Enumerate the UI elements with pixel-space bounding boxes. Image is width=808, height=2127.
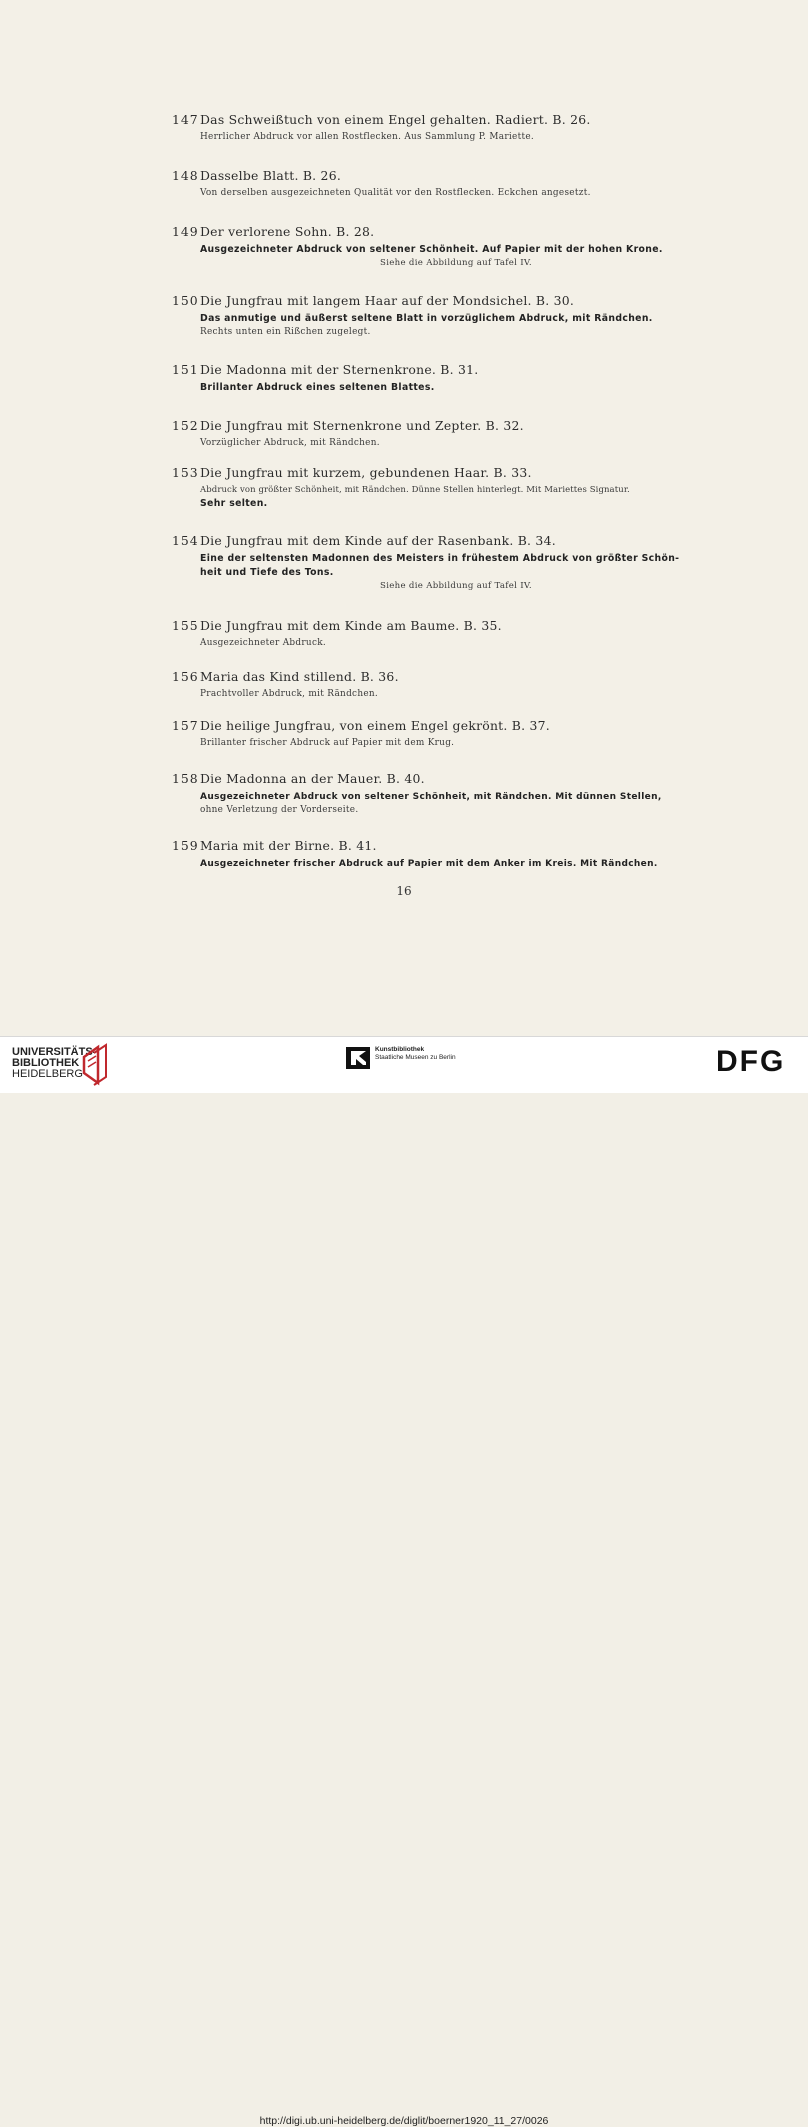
entry-title-text: Die Madonna an der Mauer. B. 40. (200, 771, 425, 786)
entry-description: Brillanter frischer Abdruck auf Papier mit dem Krug. (200, 738, 455, 748)
entry-title (172, 168, 712, 184)
entry-title-text: Das Schweißtuch von einem Engel gehalten. Radiert. B. 26. (200, 112, 591, 127)
entry-description: Herrlicher Abdruck vor allen Rostflecken. Aus Sammlung P. Mariette. (200, 132, 535, 142)
entry-title (172, 293, 712, 309)
kunstbibliothek-label (375, 1046, 456, 1062)
entry-note: Rechts unten ein Rißchen zugelegt. (200, 327, 371, 337)
entry-title-text: Dasselbe Blatt. B. 26. (200, 168, 342, 183)
catalog-entry-159 (172, 838, 712, 871)
catalog-entry-147 (172, 112, 712, 144)
entry-description-cont: heit und Tiefe des Tons. (200, 567, 334, 578)
entry-title-text: Die Jungfrau mit kurzem, gebundenen Haar. B. 33. (200, 465, 532, 480)
university-line-1: UNIVERSITÄTS- (12, 1046, 97, 1058)
entry-description: Ausgezeichneter Abdruck von seltener Schönheit, mit Rändchen. Mit dünnen Stellen, (200, 792, 662, 802)
entry-title (172, 771, 712, 787)
entry-title (172, 533, 712, 549)
entry-title-text: Die heilige Jungfrau, von einem Engel gekrönt. B. 37. (200, 718, 550, 733)
university-line-3: HEIDELBERG (12, 1068, 83, 1080)
page-number: 16 (396, 884, 412, 898)
entry-note: ohne Verletzung der Vorderseite. (200, 805, 359, 815)
catalog-entry-156 (172, 669, 712, 701)
entry-title-text: Die Jungfrau mit Sternenkrone und Zepter. B. 32. (200, 418, 524, 433)
kb-line-1: Kunstbibliothek (375, 1046, 425, 1053)
entry-description: Vorzüglicher Abdruck, mit Rändchen. (200, 438, 380, 448)
entry-title-text: Maria das Kind stillend. B. 36. (200, 669, 399, 684)
plate-reference: Siehe die Abbildung auf Tafel IV. (380, 258, 532, 268)
entry-number: 150 (172, 293, 199, 308)
entry-number: 156 (172, 669, 199, 684)
entry-number: 159 (172, 838, 199, 853)
entry-description: Brillanter Abdruck eines seltenen Blattes. (200, 382, 435, 393)
entry-description: Ausgezeichneter Abdruck. (200, 638, 327, 648)
catalog-entry-148 (172, 168, 712, 200)
entry-title (172, 112, 712, 128)
entry-description: Ausgezeichneter frischer Abdruck auf Papier mit dem Anker im Kreis. Mit Rändchen. (200, 859, 658, 869)
entry-title-text: Die Jungfrau mit dem Kinde auf der Rasenbank. B. 34. (200, 533, 556, 548)
dfg-logo[interactable]: DFG (716, 1045, 786, 1078)
entry-number: 147 (172, 112, 199, 127)
catalog-entry-149 (172, 224, 712, 270)
document-page (0, 0, 808, 1036)
catalog-entry-154 (172, 533, 712, 593)
entry-title (172, 362, 712, 378)
entry-title (172, 224, 712, 240)
entry-title-text: Maria mit der Birne. B. 41. (200, 838, 377, 853)
entry-number: 151 (172, 362, 199, 377)
catalog-entry-157 (172, 718, 712, 750)
entry-description: Von derselben ausgezeichneten Qualität vor den Rostflecken. Eckchen angesetzt. (200, 188, 591, 198)
viewer-footer (0, 1036, 808, 2127)
entry-title-text: Die Jungfrau mit dem Kinde am Baume. B. 35. (200, 618, 502, 633)
entry-description: Das anmutige und äußerst seltene Blatt in vorzüglichem Abdruck, mit Rändchen. (200, 313, 653, 324)
kb-line-2: Staatliche Museen zu Berlin (375, 1054, 456, 1061)
entry-title (172, 465, 712, 481)
entry-number: 153 (172, 465, 199, 480)
catalog-entry-153 (172, 465, 712, 511)
entry-description: Eine der seltensten Madonnen des Meisters in frühestem Abdruck von größter Schön- (200, 553, 680, 564)
entry-title-text: Die Jungfrau mit langem Haar auf der Mondsichel. B. 30. (200, 293, 575, 308)
kunstbibliothek-logo-icon[interactable] (346, 1047, 370, 1073)
entry-description: Prachtvoller Abdruck, mit Rändchen. (200, 689, 379, 699)
university-line-2: BIBLIOTHEK (12, 1057, 80, 1069)
entry-title-text: Der verlorene Sohn. B. 28. (200, 224, 375, 239)
university-logo-icon[interactable] (80, 1043, 110, 1091)
entry-title (172, 838, 712, 854)
entry-number: 148 (172, 168, 199, 183)
catalog-entry-155 (172, 618, 712, 650)
entry-number: 154 (172, 533, 199, 548)
entry-title (172, 718, 712, 734)
entry-number: 158 (172, 771, 199, 786)
entry-title-text: Die Madonna mit der Sternenkrone. B. 31. (200, 362, 479, 377)
catalog-entry-152 (172, 418, 712, 450)
entry-number: 155 (172, 618, 199, 633)
entry-number: 157 (172, 718, 199, 733)
entry-note: Sehr selten. (200, 498, 268, 509)
plate-reference: Siehe die Abbildung auf Tafel IV. (380, 581, 532, 591)
entry-title (172, 618, 712, 634)
entry-title (172, 669, 712, 685)
entry-description: Abdruck von größter Schönheit, mit Rändchen. Dünne Stellen hinterlegt. Mit Mariettes Signatur. (200, 485, 630, 495)
entry-number: 152 (172, 418, 199, 433)
entry-number: 149 (172, 224, 199, 239)
entry-description: Ausgezeichneter Abdruck von seltener Schönheit. Auf Papier mit der hohen Krone. (200, 244, 663, 255)
catalog-entry-150 (172, 293, 712, 339)
document-url[interactable]: http://digi.ub.uni-heidelberg.de/diglit/boerner1920_11_27/0026 (259, 2115, 549, 2127)
catalog-entry-151 (172, 362, 712, 395)
entry-title (172, 418, 712, 434)
catalog-entry-158 (172, 771, 712, 817)
